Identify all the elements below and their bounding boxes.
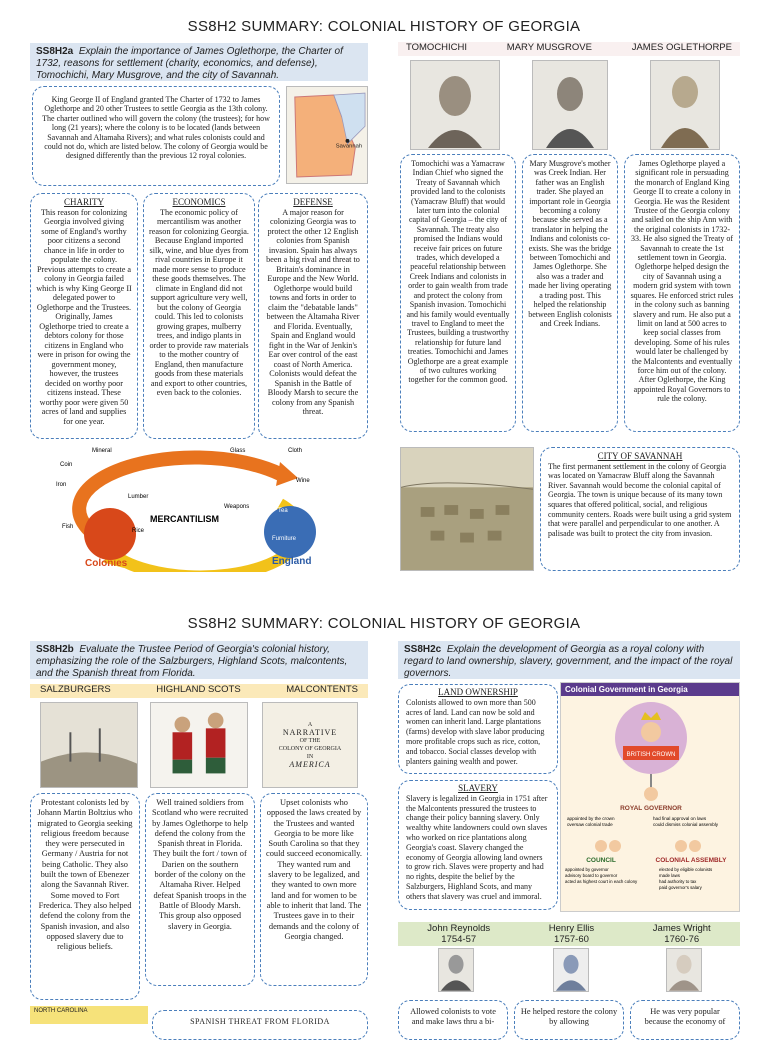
wright-box: He was very popular because the economy of — [630, 1000, 740, 1040]
narrative-line-1: A — [307, 722, 313, 728]
economics-box — [143, 193, 255, 439]
savannah-text: The first permanent settlement in the colony of Georgia was located on Yamacraw Bluff along the Savannah River. Savannah would become the colonial capital of Georgia. The town is unique because of its many town squares that offered political, social, and religious community centers. Roads were built using a grid system that were parallel and perpendicular to one another. A palisade was built to protect the city from invasion. — [548, 461, 732, 538]
gov-note-r2: could dismiss colonial assembly — [653, 822, 719, 827]
gov-crown-label: BRITISH CROWN — [626, 752, 676, 758]
charity-text: This reason for colonizing Georgia involved giving some of England's worthy poor citizens a second chance in life in order to populate the colony. Previous attempts to create a colony in Georgia failed which is why King George II delegated power to Oglethorpe and the Trustees. Originally, James Oglethorpe tried to create a debtors colony for those citizens in England who were in prison for owing the government money, however, the trustees decided on worthy poor citizens instead. These worthy poor were given 50 acres of land and supplies for one year. — [36, 207, 132, 426]
standard-text: Explain the importance of James Oglethorpe, the Charter of 1732, reasons for settlement (charity, economics, and defense), Tomochichi, Mary Musgrove, and the city of Savannah. — [36, 46, 343, 81]
reynolds-portrait — [438, 948, 474, 992]
england-label: England — [272, 556, 312, 567]
good-mineral: Mineral — [92, 448, 112, 454]
good-glass: Glass — [230, 448, 246, 454]
savannah-image — [400, 447, 534, 571]
map-savannah-label: Savannah — [335, 143, 363, 150]
label-musgrove: MARY MUSGROVE — [506, 42, 592, 53]
narrative-line-3: OF THE — [299, 738, 321, 744]
defense-box — [258, 193, 368, 439]
good-tea: Tea — [278, 508, 288, 514]
narrative-line-2: NARRATIVE — [282, 728, 338, 737]
land-title: LAND OWNERSHIP — [438, 687, 518, 697]
spanish-threat-box — [152, 1010, 368, 1040]
slavery-title: SLAVERY — [458, 783, 498, 793]
scots-image — [150, 702, 248, 788]
savannah-title: CITY OF SAVANNAH — [597, 451, 683, 461]
colonial-government-chart — [560, 682, 740, 912]
governor-years: 1760-76 — [664, 934, 700, 945]
oglethorpe-box: James Oglethorpe played a significant role in persuading the monarch of England King George II to create a colony in Georgia. He was the Resident Trustee of the Georgia colony and sailed on the ship Ann with the original colonists in 1732-33. He also signed the Treaty of Savannah to create the 1st settlement town in Georgia. Oglethorpe helped design the city of Savannah using a modern grid system with town squares. He enforced strict rules in the colony such as banning slavery and rum. He also put a limit on land at 500 acres to keep social classes from developing. Some of his rules would later be challenged by the Malcontents and eventually force him out of the colony. After Oglethorpe, the King appointed Royal Governors to rule the colony. — [624, 154, 740, 432]
musgrove-portrait — [532, 60, 608, 150]
standard-b-code: SS8H2b — [36, 644, 74, 655]
standard-ss8h2b — [30, 641, 368, 679]
good-cloth: Cloth — [288, 448, 303, 454]
economics-title: ECONOMICS — [172, 197, 226, 207]
people-label-row — [398, 42, 740, 56]
good-rice: Rice — [132, 528, 145, 534]
standard-ss8h2a — [30, 43, 368, 81]
standard-ss8h2c — [398, 641, 740, 679]
malcontents-box: Upset colonists who opposed the laws created by the Trustees and wanted Georgia to be more like South Carolina so that they could succeed economically. They wanted rum and slavery to be legalized, and they wanted to own more land and for women to be able to inherit that land. The Trustees gave in to their demands and the colony of Georgia changed. — [260, 793, 368, 986]
gov-note-l1: appointed by the crown — [567, 816, 615, 821]
narrative-line-6: AMERICA — [289, 760, 331, 769]
good-fish: Fish — [62, 524, 74, 530]
gov-council-label: COUNCIL — [586, 857, 616, 864]
slavery-box — [398, 780, 558, 910]
colonies-label: Colonies — [85, 558, 128, 569]
governor-ellis — [549, 923, 594, 945]
map-nc-label: NORTH CAROLINA — [34, 1008, 88, 1014]
standard-c-code: SS8H2c — [404, 644, 442, 655]
land-text: Colonists allowed to own more than 500 acres of land. Land can now be sold and women can inherit land. Large plantations (farms) develop with slave labor producing more profitable crops such as rice, cotton, and tobacco. Social classes develop with planters gaining wealth and power. — [406, 697, 545, 766]
council-note-1: appointed by governor — [565, 867, 609, 872]
governor-name: John Reynolds — [427, 923, 491, 934]
standard-b-text: Evaluate the Trustee Period of Georgia's colonial history, emphasizing the role of the Salzburgers, Highland Scots, malcontents, and the Spanish threat from Florida. — [36, 644, 348, 679]
governor-years: 1754-57 — [441, 934, 477, 945]
good-lumber: Lumber — [128, 494, 149, 500]
good-iron: Iron — [56, 482, 67, 488]
label-scots: HIGHLAND SCOTS — [156, 684, 241, 695]
wright-portrait — [666, 948, 702, 992]
good-wine: Wine — [296, 478, 310, 484]
scots-box: Well trained soldiers from Scotland who were recruited by James Oglethorpe to help defend the colony from the Spanish threat in Florida. They built the fort / town of Darien on the southern border of the colony on the Altamaha River. Helped defeat Spanish troops in the Battle of Bloody Marsh. This group also opposed slavery in Georgia. — [145, 793, 255, 986]
defense-title: DEFENSE — [293, 197, 333, 207]
land-ownership-box — [398, 684, 558, 774]
slavery-text: Slavery is legalized in Georgia in 1751 after the Malcontents pressured the trustees to change their policy banning slavery. Only wealthy white landowners could own slaves who worked on rice plantations along Georgia's coast. Slavery changed the economy of Georgia allowing land owners to grow rich. Slaves were property and had no rights, despite the belief by the Salzburgers, Highland Scots, and many others that slavery was cruel and immoral. — [406, 793, 548, 901]
assembly-note-3: had authority to tax — [659, 879, 697, 884]
narrative-image — [262, 702, 358, 788]
gov-note-l2: oversaw colonial trade — [567, 822, 613, 827]
page2-title: SS8H2 SUMMARY: COLONIAL HISTORY OF GEORGIA — [187, 615, 581, 632]
ellis-silhouette — [553, 948, 589, 992]
standard-c-text: Explain the development of Georgia as a royal colony with regard to land ownership, slavery, government, and the impact of the royal governors. — [404, 644, 733, 679]
ellis-box: He helped restore the colony by allowing — [514, 1000, 624, 1040]
council-note-2: advisory board to governor — [565, 873, 618, 878]
governors-row — [398, 922, 740, 946]
charity-title: CHARITY — [64, 197, 104, 207]
narrative-line-5: IN — [306, 754, 314, 760]
governor-years: 1757-60 — [554, 934, 589, 945]
salzburgers-image — [40, 702, 138, 788]
economics-text: The economic policy of mercantilism was another reason for colonizing Georgia. Because England imported silk, wine, and blue dyes from rival countries in Europe it made more sense to produce these goods themselves. The climate in England did not support agriculture very well, but the colony of Georgia could. This led to colonists growing grapes, mulberry trees, and indigo plants in order to provide raw materials to the mother country of England, then manufacture goods from these materials and export to other countries, even back to the colonies. — [149, 207, 249, 397]
label-oglethorpe: JAMES OGLETHORPE — [631, 42, 732, 53]
good-coin: Coin — [60, 462, 73, 468]
spanish-threat-title: SPANISH THREAT FROM FLORIDA — [190, 1017, 330, 1026]
charter-box: King George II of England granted The Charter of 1732 to James Oglethorpe and 20 other Trustees to settle Georgia as the 13th colony. The charter outlined who will govern the colony (the trustees); for how long (21 years); where the colony is to be located (lands between Savannah and Altamaha Rivers); and what rules colonists could and could not do, which are listed below. The colony of Georgia would be designed differently than the previous 12 royal colonies. — [32, 86, 280, 186]
gov-assembly-label: COLONIAL ASSEMBLY — [655, 857, 727, 864]
bottom-map — [30, 1006, 148, 1024]
governor-name: Henry Ellis — [548, 923, 595, 934]
group-label-row — [30, 684, 368, 698]
gov-note-r1: had final approval on laws — [653, 816, 707, 821]
governor-reynolds — [427, 923, 490, 945]
gov-governor-label: ROYAL GOVERNOR — [620, 805, 682, 812]
council-note-3: acted as highest court in each colony — [565, 879, 638, 884]
savannah-box — [540, 447, 740, 571]
assembly-note-2: made laws — [659, 873, 680, 878]
oglethorpe-portrait — [650, 60, 720, 150]
governor-wright — [653, 923, 711, 945]
musgrove-box: Mary Musgrove's mother was Creek Indian. Her father was an English trader. She played an important role in Georgia becoming a colony because she served as a translator in helping the Indians and colonists co-exists. She was the bridge between Tomochichi and James Oglethorpe. She also was a trader and made her living operating a trading post. This helped the relationship between English colonists and Creek Indians. — [522, 154, 618, 432]
assembly-note-1: elected by eligible colonists — [659, 867, 713, 872]
defense-text: A major reason for colonizing Georgia was to protect the other 12 English colonies from Spanish invasion. Spain has always been a big rival and threat to Britain's dominance in Europe and the New World. Oglethorpe would build towns and forts in order to claim the "debatable lands" between the Altamaha River and Florida. Eventually, Spain and England would fight in the War of Jenkin's Ear over control of the east coast of North America. Colonists would defeat the Spanish in the Battle of Bloody Marsh to secure the colony from any Spanish threat. — [266, 207, 360, 416]
label-malcontents: MALCONTENTS — [286, 684, 358, 695]
page-title: SS8H2 SUMMARY: COLONIAL HISTORY OF GEORGIA — [187, 18, 581, 35]
charity-box — [30, 193, 138, 439]
label-salzburgers: SALZBURGERS — [40, 684, 111, 695]
good-weapons: Weapons — [224, 504, 250, 510]
reynolds-box: Allowed colonists to vote and make laws thru a bi- — [398, 1000, 508, 1040]
tomochichi-box: Tomochichi was a Yamacraw Indian Chief who signed the Treaty of Savannah which provided land to the colonists (Yamacraw Bluff) that would later turn into the colonial capital of Georgia – the city of Savannah. The treaty also promised the Indians would receive fair prices on future trades, which developed a peaceful relationship between Creek Indians and colonists in order to gain wealth from trade and protect the colony from Spanish invasion. Tomochichi and his family would eventually travel to England to meet the Trustees, building a trustworthy relationship for future land treaties. Tomochichi and James Oglethorpe are a great example of two cultures working together for the common good. — [400, 154, 516, 432]
mercantilism-label: MERCANTILISM — [150, 514, 219, 524]
tomochichi-portrait — [410, 60, 500, 150]
standard-code: SS8H2a — [36, 46, 74, 57]
gov-chart-title: Colonial Government in Georgia — [561, 683, 739, 696]
narrative-line-4: COLONY OF GEORGIA — [278, 746, 342, 752]
governor-name: James Wright — [652, 923, 711, 934]
good-furniture: Furniture — [272, 536, 297, 542]
assembly-note-4: paid governor's salary — [659, 885, 702, 890]
label-tomochichi: TOMOCHICHI — [406, 42, 468, 53]
salzburgers-box: Protestant colonists led by Johann Martin Boltzius who migrated to Georgia seeking religious freedom because they were persecuted in Germany / Austria for not being Catholic. They also built the town of Ebenezer along the Savannah River. Some moved to Fort Frederica. They also helped defend the colony from the Spanish invasion, and also opposed slavery due to religious beliefs. — [30, 793, 140, 1000]
georgia-map — [286, 86, 368, 184]
mercantilism-diagram — [40, 444, 340, 572]
